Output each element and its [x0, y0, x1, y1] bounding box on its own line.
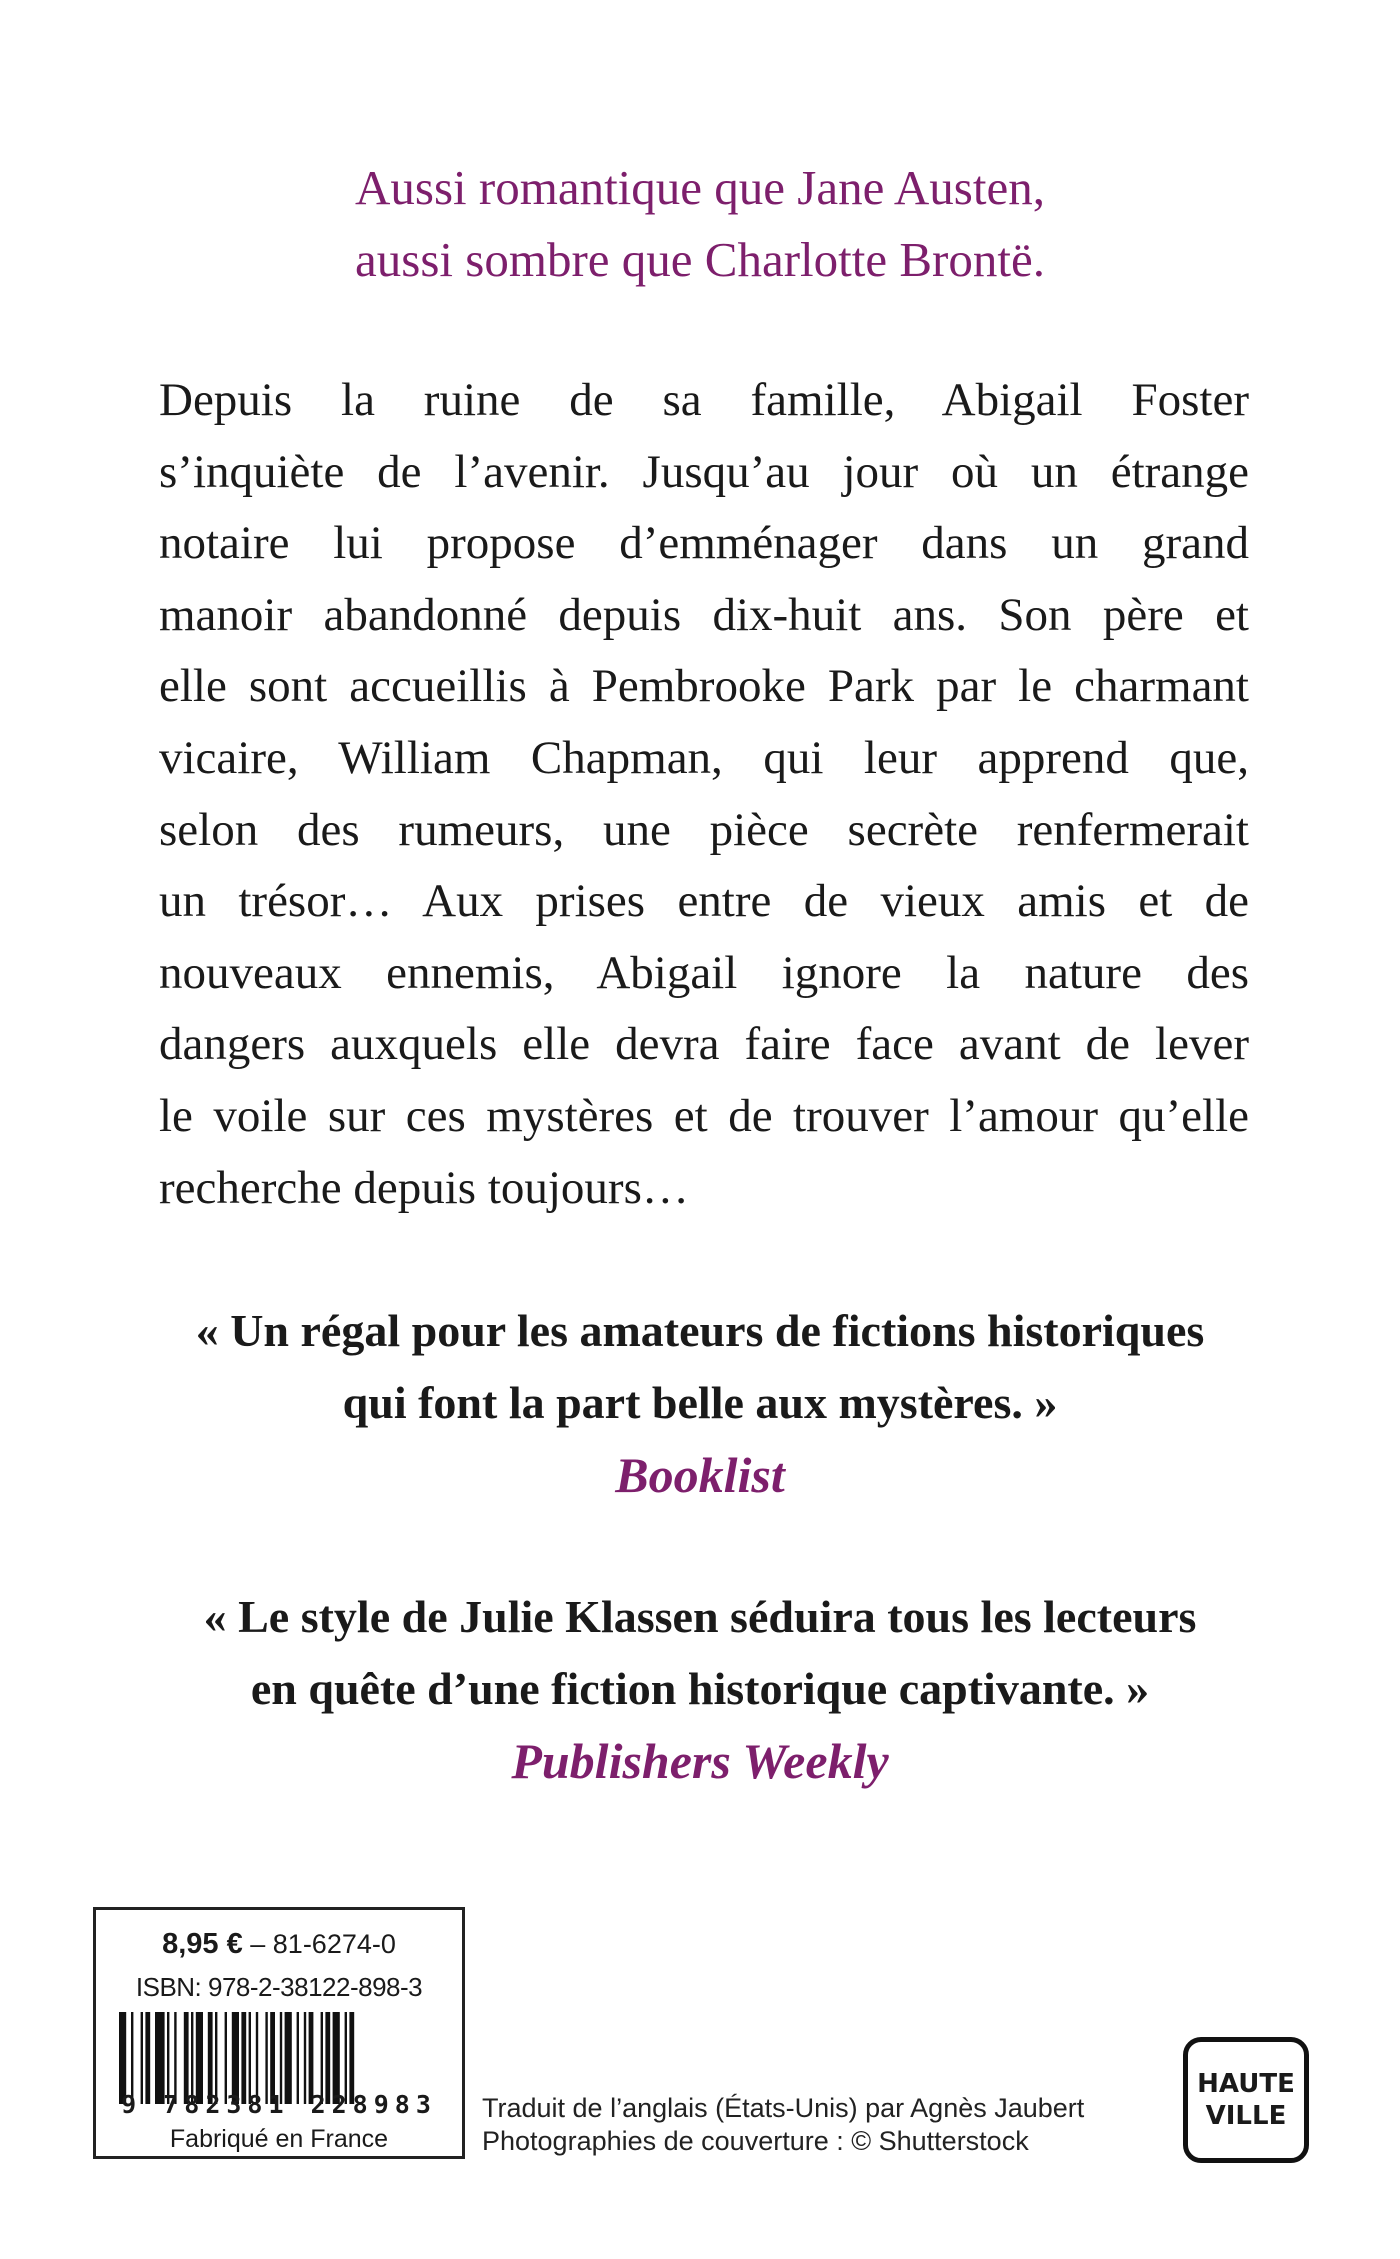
product-code: – 81-6274-0: [250, 1929, 396, 1959]
summary-line: manoir abandonné depuis dix-huit ans. Son père et: [159, 588, 1249, 641]
quote-line: « Le style de Julie Klassen séduira tous les lecteurs: [203, 1591, 1197, 1642]
summary-line: le voile sur ces mystères et de trouver l’amour qu’elle: [159, 1089, 1249, 1142]
credits: [482, 2092, 1084, 2158]
summary-line: recherche depuis toujours…: [159, 1161, 689, 1214]
summary-line: notaire lui propose d’emménager dans un grand: [159, 517, 1249, 570]
logo-text: HAUTE: [1197, 2069, 1295, 2099]
review-quote-booklist: [0, 1295, 1400, 1511]
summary-line: Depuis la ruine de sa famille, Abigail Foster: [159, 374, 1249, 426]
isbn: ISBN: 978-2-38122-898-3: [135, 1972, 423, 2002]
summary-line: selon des rumeurs, une pièce secrète renfermerait: [159, 803, 1249, 856]
price: 8,95 €: [162, 1928, 243, 1960]
translation-credit: Traduit de l’anglais (États-Unis) par Agnès Jaubert: [482, 2093, 1085, 2123]
review-quote-publishers-weekly: [0, 1581, 1400, 1797]
quote-source: Publishers Weekly: [511, 1733, 889, 1789]
summary-line: s’inquiète de l’avenir. Jusqu’au jour où un étrange: [159, 445, 1249, 498]
barcode-digits: 9 782381 228983: [121, 2090, 437, 2119]
summary-line: dangers auxquels elle devra faire face avant de lever: [159, 1018, 1249, 1071]
tagline-line: aussi sombre que Charlotte Brontë.: [355, 232, 1045, 287]
logo-text: VILLE: [1205, 2101, 1287, 2131]
publisher-logo: [1183, 2037, 1309, 2163]
quote-source: Booklist: [615, 1447, 785, 1503]
price-line: [96, 1928, 462, 1961]
quote-line: « Un régal pour les amateurs de fictions historiques: [195, 1305, 1205, 1356]
summary-line: un trésor… Aux prises entre de vieux amis et de: [159, 875, 1249, 928]
book-summary: [159, 365, 1249, 1224]
tagline-line: Aussi romantique que Jane Austen,: [355, 160, 1045, 215]
made-in: Fabriqué en France: [169, 2125, 389, 2153]
summary-line: nouveaux ennemis, Abigail ignore la nature des: [159, 946, 1249, 999]
photo-credit: Photographies de couverture : © Shutterstock: [482, 2126, 1029, 2156]
summary-line: vicaire, William Chapman, qui leur apprend que,: [159, 731, 1249, 784]
summary-line: elle sont accueillis à Pembrooke Park par le charmant: [159, 660, 1249, 713]
quote-line: qui font la part belle aux mystères. »: [342, 1377, 1058, 1428]
quote-line: en quête d’une fiction historique captivante. »: [250, 1663, 1150, 1714]
price-barcode-box: [93, 1907, 465, 2159]
tagline: [0, 152, 1400, 296]
